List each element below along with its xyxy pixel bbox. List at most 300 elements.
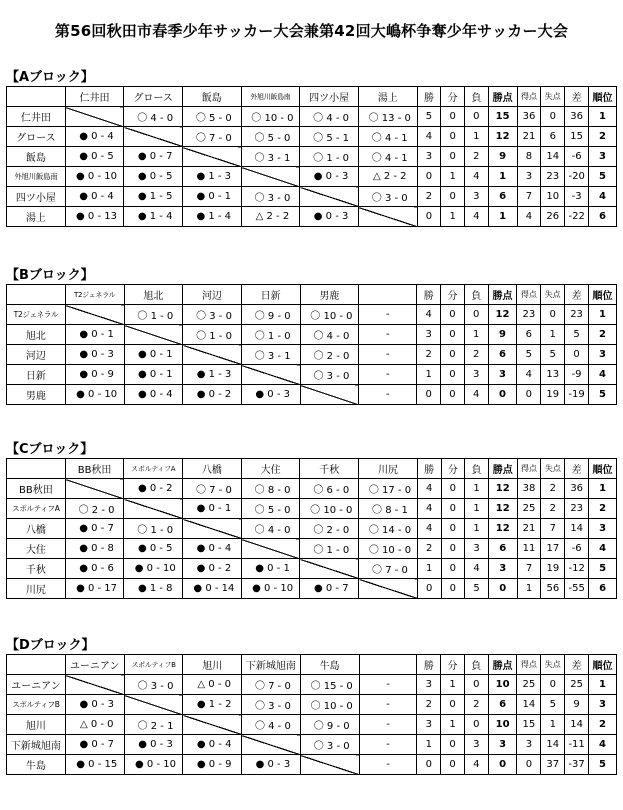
stat-cell: -11	[565, 735, 589, 755]
match-result: 〇 10 - 0	[300, 499, 359, 519]
match-result: ● 0 - 10	[65, 167, 124, 187]
table-row	[7, 385, 617, 405]
stat-cell: -12	[565, 559, 589, 579]
stat-cell: 0	[417, 207, 441, 227]
team-header: 牛島	[300, 655, 359, 675]
stat-cell: 0	[441, 755, 465, 775]
table-row	[7, 735, 617, 755]
stat-cell: -19	[565, 385, 589, 405]
match-result: 〇 1 - 0	[300, 147, 359, 167]
stat-cell: 0	[441, 539, 465, 559]
stat-cell: 6	[488, 539, 517, 559]
team-header: 旭川	[183, 655, 242, 675]
match-result: 〇 2 - 0	[300, 345, 359, 365]
stat-cell: 2	[417, 695, 441, 715]
team-header: 外旭川飯島南	[241, 87, 300, 107]
stat-header: 勝点	[488, 459, 517, 479]
match-result: 〇 3 - 0	[300, 365, 359, 385]
table-row	[7, 167, 617, 187]
stat-cell: 1	[541, 715, 565, 735]
match-result: ● 0 - 1	[182, 187, 241, 207]
match-result: 〇 1 - 0	[183, 325, 242, 345]
match-result: 〇 4 - 1	[358, 147, 417, 167]
row-team-name: 旭川	[7, 715, 66, 735]
match-result: 〇 1 - 0	[300, 539, 359, 559]
stat-cell: 8	[517, 147, 541, 167]
match-result: 〇 2 - 1	[124, 715, 183, 735]
team-header: 仁井田	[65, 87, 124, 107]
stat-header: 得点	[517, 285, 541, 305]
row-team-name: 牛島	[7, 755, 66, 775]
diagonal-cell	[124, 499, 183, 519]
stat-cell: 12	[488, 479, 517, 499]
stat-cell: 5	[465, 579, 489, 599]
match-result: ● 0 - 15	[65, 755, 124, 775]
stat-cell: 3	[517, 167, 541, 187]
stat-cell: 1	[465, 479, 489, 499]
table-row	[7, 715, 617, 735]
stat-header: 失点	[541, 285, 565, 305]
stat-cell: 4	[417, 127, 441, 147]
match-result: ● 0 - 10	[241, 579, 300, 599]
stat-header: 勝点	[488, 87, 517, 107]
row-team-name: 千秋	[7, 559, 66, 579]
match-result: 〇 5 - 1	[300, 127, 359, 147]
diagonal-cell	[124, 695, 183, 715]
stat-cell: 3	[589, 519, 617, 539]
match-result: △ 0 - 0	[65, 715, 124, 735]
match-result: △ 2 - 2	[358, 167, 417, 187]
diagonal-cell	[65, 107, 124, 127]
stat-cell: 0	[441, 147, 465, 167]
stat-cell: 4	[589, 735, 617, 755]
match-result: ● 1 - 8	[124, 579, 183, 599]
diagonal-cell	[65, 305, 124, 325]
team-header: 千秋	[300, 459, 359, 479]
row-team-name: BB秋田	[7, 479, 66, 499]
stat-cell: 1	[465, 519, 489, 539]
match-result: ● 0 - 13	[65, 207, 124, 227]
match-result: 〇 4 - 0	[300, 325, 359, 345]
match-result: ● 0 - 9	[183, 755, 242, 775]
stat-cell: 1	[441, 675, 465, 695]
stat-cell: 4	[464, 385, 488, 405]
match-result: 〇 5 - 0	[241, 499, 300, 519]
stat-header: 勝点	[488, 655, 517, 675]
stat-cell: 4	[417, 479, 441, 499]
diagonal-cell	[358, 207, 417, 227]
header-row	[7, 459, 617, 479]
stat-cell: 25	[517, 675, 541, 695]
stat-header: 負	[465, 459, 489, 479]
stat-cell: 0	[417, 167, 441, 187]
stat-header: 負	[465, 87, 489, 107]
stat-header: 失点	[541, 655, 565, 675]
stat-cell: 4	[417, 305, 441, 325]
table-row	[7, 539, 617, 559]
match-result: ● 0 - 3	[65, 345, 124, 365]
row-team-name: 下新城旭南	[7, 735, 66, 755]
stat-cell: 3	[417, 715, 441, 735]
stat-cell: 1	[465, 499, 489, 519]
stat-header: 差	[565, 285, 589, 305]
team-header	[359, 285, 417, 305]
stat-cell: 3	[465, 187, 489, 207]
match-result: ● 1 - 4	[124, 207, 183, 227]
match-result: 〇 14 - 0	[359, 519, 418, 539]
row-team-name: ユーニアン	[7, 675, 66, 695]
match-result: ● 0 - 4	[65, 187, 124, 207]
match-result: ● 0 - 5	[124, 539, 183, 559]
stat-cell: 0	[488, 755, 517, 775]
match-result: 〇 6 - 0	[300, 479, 359, 499]
stat-cell: 17	[541, 539, 565, 559]
row-team-name: グロース	[7, 127, 66, 147]
stat-header: 勝	[417, 655, 441, 675]
stat-cell: 3	[488, 735, 517, 755]
stat-cell: 2	[417, 539, 441, 559]
table-row	[7, 365, 617, 385]
stat-cell: 9	[565, 695, 589, 715]
diagonal-cell	[241, 167, 300, 187]
match-result: ● 0 - 3	[300, 207, 359, 227]
match-result: 〇 3 - 0	[241, 187, 300, 207]
stat-header: 分	[441, 87, 465, 107]
block-label: 【Bブロック】	[6, 268, 94, 283]
match-result: 〇 17 - 0	[359, 479, 418, 499]
match-result: ● 1 - 2	[183, 695, 242, 715]
table-row	[7, 559, 617, 579]
stat-cell: 3	[464, 735, 488, 755]
stat-cell: 3	[464, 365, 488, 385]
match-result: 〇 3 - 0	[300, 735, 359, 755]
stat-header: 順位	[589, 285, 617, 305]
match-result: ● 0 - 6	[65, 559, 124, 579]
row-team-name: 大住	[7, 539, 66, 559]
results-table	[6, 654, 617, 775]
match-result: ● 0 - 14	[183, 579, 242, 599]
stat-header: 失点	[541, 459, 565, 479]
match-result: ● 0 - 7	[65, 519, 124, 539]
stat-header: 負	[464, 655, 488, 675]
stat-cell: 14	[517, 695, 541, 715]
stat-header: 失点	[541, 87, 565, 107]
match-result: 〇 10 - 0	[300, 305, 359, 325]
match-result: ● 1 - 3	[183, 365, 242, 385]
stat-cell: 1	[589, 675, 617, 695]
stat-cell: 0	[441, 519, 465, 539]
match-result: 〇 1 - 0	[124, 305, 183, 325]
stat-cell: 1	[417, 365, 441, 385]
stat-cell: 56	[541, 579, 565, 599]
match-result: ● 0 - 2	[183, 385, 242, 405]
match-result: ● 0 - 2	[183, 559, 242, 579]
stat-cell: 14	[565, 519, 589, 539]
stat-cell: 36	[565, 479, 589, 499]
stat-cell: 3	[465, 539, 489, 559]
stat-cell: 11	[517, 539, 541, 559]
stat-cell: 2	[417, 187, 441, 207]
match-cell: -	[359, 305, 417, 325]
team-header: T2ジェネラル	[65, 285, 124, 305]
row-team-name: 川尻	[7, 579, 66, 599]
stat-cell: 0	[417, 755, 441, 775]
stat-header: 分	[441, 655, 465, 675]
block-label: 【Cブロック】	[6, 442, 94, 457]
team-header: 河辺	[183, 285, 242, 305]
stat-cell: 1	[441, 207, 465, 227]
match-cell: -	[359, 325, 417, 345]
stat-cell: 1	[488, 207, 517, 227]
table-row	[7, 187, 617, 207]
match-result: ● 1 - 4	[182, 207, 241, 227]
match-result: 〇 4 - 0	[241, 715, 300, 735]
team-header: 日新	[241, 285, 300, 305]
match-result: 〇 4 - 0	[241, 519, 300, 539]
stat-cell: 5	[541, 345, 565, 365]
stat-cell: 0	[465, 107, 489, 127]
stat-cell: 4	[517, 365, 541, 385]
stat-cell: 0	[464, 675, 488, 695]
stat-header: 差	[565, 655, 589, 675]
stat-cell: 3	[417, 147, 441, 167]
corner-cell	[7, 87, 66, 107]
corner-cell	[7, 285, 66, 305]
stat-cell: 2	[589, 325, 617, 345]
stat-cell: 4	[465, 167, 489, 187]
stat-header: 順位	[589, 655, 617, 675]
row-team-name: スポルティフB	[7, 695, 66, 715]
stat-cell: 0	[441, 735, 465, 755]
match-result: ● 1 - 5	[124, 187, 183, 207]
stat-cell: 1	[589, 479, 617, 499]
stat-cell: 0	[464, 305, 488, 325]
stat-cell: 1	[465, 127, 489, 147]
stat-cell: 2	[464, 345, 488, 365]
team-header: スポルティフB	[124, 655, 183, 675]
match-result: △ 0 - 0	[183, 675, 242, 695]
stat-header: 分	[441, 459, 465, 479]
stat-cell: -9	[565, 365, 589, 385]
stat-cell: 0	[441, 305, 465, 325]
header-row	[7, 87, 617, 107]
stat-cell: 2	[589, 715, 617, 735]
match-result: 〇 3 - 1	[241, 147, 300, 167]
results-table	[6, 284, 617, 405]
match-cell: -	[359, 345, 417, 365]
stat-cell: 0	[441, 325, 465, 345]
stat-cell: 4	[417, 519, 441, 539]
diagonal-cell	[241, 735, 300, 755]
stat-cell: 14	[541, 735, 565, 755]
header-row	[7, 285, 617, 305]
table-row	[7, 675, 617, 695]
match-result: 〇 3 - 0	[358, 187, 417, 207]
stat-header: 順位	[589, 459, 617, 479]
stat-cell: 0	[441, 499, 465, 519]
stat-cell: 6	[517, 325, 541, 345]
stat-cell: 6	[488, 187, 517, 207]
block-label: 【Aブロック】	[6, 70, 94, 85]
diagonal-cell	[300, 755, 359, 775]
match-result: 〇 3 - 1	[241, 345, 300, 365]
stat-cell: 3	[417, 675, 441, 695]
match-result: ● 0 - 4	[65, 127, 124, 147]
stat-cell: 6	[541, 127, 565, 147]
match-cell: -	[359, 715, 417, 735]
diagonal-cell	[241, 539, 300, 559]
stat-cell: 6	[488, 345, 517, 365]
match-result: ● 0 - 3	[241, 385, 300, 405]
row-team-name: T2ジェネラル	[7, 305, 66, 325]
stat-header: 分	[441, 285, 465, 305]
stat-cell: 1	[488, 167, 517, 187]
stat-cell: 10	[541, 187, 565, 207]
diagonal-cell	[65, 479, 124, 499]
stat-cell: 4	[464, 755, 488, 775]
stat-cell: 3	[589, 147, 617, 167]
match-result: 〇 10 - 0	[241, 107, 300, 127]
stat-cell: 5	[541, 695, 565, 715]
stat-cell: 0	[441, 345, 465, 365]
stat-cell: 4	[517, 207, 541, 227]
row-team-name: 外旭川飯島南	[7, 167, 66, 187]
stat-cell: 0	[488, 579, 517, 599]
match-result: 〇 8 - 0	[241, 479, 300, 499]
match-result: 〇 1 - 0	[124, 519, 183, 539]
match-result: 〇 4 - 0	[300, 107, 359, 127]
stat-cell: 25	[565, 675, 589, 695]
match-cell: -	[359, 695, 417, 715]
stat-cell: 1	[589, 107, 617, 127]
match-result: 〇 7 - 0	[182, 127, 241, 147]
row-team-name: 仁井田	[7, 107, 66, 127]
stat-cell: 0	[441, 127, 465, 147]
diagonal-cell	[300, 559, 359, 579]
table-row	[7, 519, 617, 539]
match-result: ● 0 - 3	[124, 735, 183, 755]
match-result: 〇 7 - 0	[183, 479, 242, 499]
stat-header: 負	[464, 285, 488, 305]
stat-cell: 10	[488, 675, 517, 695]
stat-cell: 0	[441, 479, 465, 499]
stat-cell: 0	[517, 385, 541, 405]
stat-cell: 2	[589, 499, 617, 519]
stat-cell: -37	[565, 755, 589, 775]
page-title: 第56回秋田市春季少年サッカー大会兼第42回大嶋杯争奪少年サッカー大会	[54, 22, 569, 40]
stat-cell: 3	[589, 345, 617, 365]
table-row	[7, 579, 617, 599]
stat-cell: 5	[589, 559, 617, 579]
stat-cell: -6	[565, 147, 589, 167]
team-header: BB秋田	[65, 459, 124, 479]
stat-cell: 6	[589, 207, 617, 227]
row-team-name: 四ツ小屋	[7, 187, 66, 207]
block-label: 【Dブロック】	[6, 638, 95, 653]
stat-cell: 3	[488, 559, 517, 579]
row-team-name: 旭北	[7, 325, 66, 345]
stat-header: 得点	[517, 655, 541, 675]
match-result: 〇 9 - 0	[300, 715, 359, 735]
stat-header: 順位	[589, 87, 617, 107]
stat-cell: 9	[488, 325, 517, 345]
header-row	[7, 655, 617, 675]
match-result: ● 0 - 1	[241, 559, 300, 579]
match-result: ● 0 - 10	[124, 559, 183, 579]
match-result: ● 0 - 10	[124, 755, 183, 775]
stat-cell: 0	[441, 559, 465, 579]
team-header: スポルティフA	[124, 459, 183, 479]
stat-cell: 1	[417, 559, 441, 579]
stat-cell: -55	[565, 579, 589, 599]
match-result: 〇 3 - 0	[124, 675, 183, 695]
stat-cell: 26	[541, 207, 565, 227]
stat-cell: 38	[517, 479, 541, 499]
team-header: グロース	[124, 87, 183, 107]
match-result: 〇 7 - 0	[241, 675, 300, 695]
match-result: 〇 2 - 0	[300, 519, 359, 539]
stat-cell: 0	[541, 107, 565, 127]
stat-header: 差	[565, 459, 589, 479]
stat-cell: 15	[565, 127, 589, 147]
stat-cell: 9	[488, 147, 517, 167]
match-result: 〇 13 - 0	[358, 107, 417, 127]
match-result: ● 0 - 9	[65, 365, 124, 385]
team-header: 四ツ小屋	[300, 87, 359, 107]
row-team-name: 湯上	[7, 207, 66, 227]
match-result: ● 0 - 5	[65, 147, 124, 167]
stat-cell: -3	[565, 187, 589, 207]
diagonal-cell	[300, 187, 359, 207]
match-cell: -	[359, 365, 417, 385]
stat-cell: -20	[565, 167, 589, 187]
stat-cell: 0	[441, 107, 465, 127]
row-team-name: 飯島	[7, 147, 66, 167]
stat-cell: 15	[517, 715, 541, 735]
stat-cell: 0	[441, 365, 465, 385]
match-result: 〇 10 - 0	[300, 695, 359, 715]
stat-cell: 0	[464, 715, 488, 735]
match-result: ● 1 - 3	[182, 167, 241, 187]
stat-cell: 7	[517, 187, 541, 207]
match-result: ● 0 - 7	[300, 579, 359, 599]
match-cell: -	[359, 675, 417, 695]
table-row	[7, 499, 617, 519]
stat-cell: 2	[541, 499, 565, 519]
team-header: 男鹿	[300, 285, 359, 305]
match-result: ● 0 - 3	[241, 755, 300, 775]
table-row	[7, 695, 617, 715]
stat-cell: 14	[541, 147, 565, 167]
stat-cell: 4	[589, 187, 617, 207]
stat-cell: 23	[565, 305, 589, 325]
diagonal-cell	[124, 325, 183, 345]
stat-cell: 1	[589, 305, 617, 325]
stat-cell: 0	[565, 345, 589, 365]
team-header: ユーニアン	[65, 655, 124, 675]
match-result: ● 0 - 4	[183, 539, 242, 559]
stat-cell: 6	[589, 579, 617, 599]
team-header: 飯島	[182, 87, 241, 107]
stat-cell: -22	[565, 207, 589, 227]
match-cell: -	[359, 735, 417, 755]
diagonal-cell	[183, 345, 242, 365]
stat-cell: 2	[589, 127, 617, 147]
diagonal-cell	[359, 579, 418, 599]
stat-cell: 25	[517, 499, 541, 519]
match-result: 〇 4 - 1	[358, 127, 417, 147]
stat-cell: 0	[517, 755, 541, 775]
